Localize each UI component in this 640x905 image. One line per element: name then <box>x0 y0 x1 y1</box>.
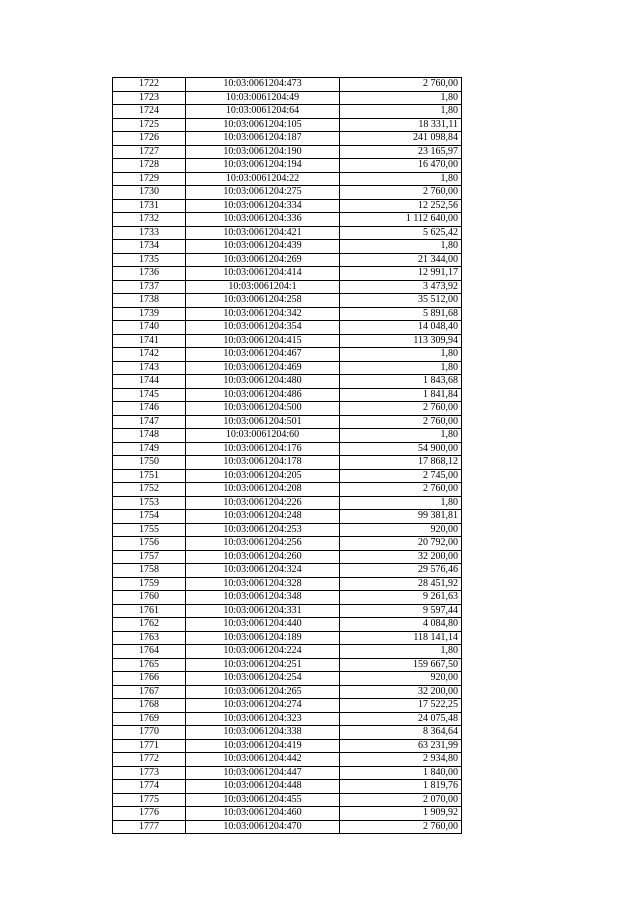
row-number-cell: 1764 <box>113 645 186 659</box>
amount-cell: 1,80 <box>340 348 462 362</box>
row-number-cell: 1738 <box>113 294 186 308</box>
cadastral-number-cell: 10:03:0061204:331 <box>186 604 340 618</box>
cadastral-value-table <box>112 77 462 834</box>
row-number-cell: 1744 <box>113 375 186 389</box>
amount-cell: 12 991,17 <box>340 267 462 281</box>
cadastral-number-cell: 10:03:0061204:178 <box>186 456 340 470</box>
row-number-cell: 1773 <box>113 766 186 780</box>
cadastral-number-cell: 10:03:0061204:336 <box>186 213 340 227</box>
cadastral-number-cell: 10:03:0061204:258 <box>186 294 340 308</box>
amount-cell: 18 331,11 <box>340 118 462 132</box>
amount-cell: 1,80 <box>340 496 462 510</box>
cadastral-number-cell: 10:03:0061204:208 <box>186 483 340 497</box>
row-number-cell: 1750 <box>113 456 186 470</box>
table-row <box>113 415 462 429</box>
row-number-cell: 1727 <box>113 145 186 159</box>
cadastral-number-cell: 10:03:0061204:22 <box>186 172 340 186</box>
table-row <box>113 820 462 834</box>
row-number-cell: 1761 <box>113 604 186 618</box>
table-row <box>113 375 462 389</box>
table-row <box>113 577 462 591</box>
amount-cell: 9 597,44 <box>340 604 462 618</box>
table-row <box>113 712 462 726</box>
amount-cell: 2 760,00 <box>340 483 462 497</box>
table-row <box>113 618 462 632</box>
row-number-cell: 1774 <box>113 780 186 794</box>
amount-cell: 2 760,00 <box>340 820 462 834</box>
row-number-cell: 1751 <box>113 469 186 483</box>
cadastral-number-cell: 10:03:0061204:469 <box>186 361 340 375</box>
amount-cell: 1,80 <box>340 105 462 119</box>
table-row <box>113 442 462 456</box>
row-number-cell: 1730 <box>113 186 186 200</box>
cadastral-number-cell: 10:03:0061204:455 <box>186 793 340 807</box>
row-number-cell: 1752 <box>113 483 186 497</box>
amount-cell: 1,80 <box>340 645 462 659</box>
table-row <box>113 456 462 470</box>
table-row <box>113 253 462 267</box>
table-row <box>113 591 462 605</box>
amount-cell: 2 745,00 <box>340 469 462 483</box>
table-row <box>113 388 462 402</box>
amount-cell: 1,80 <box>340 240 462 254</box>
cadastral-number-cell: 10:03:0061204:334 <box>186 199 340 213</box>
amount-cell: 23 165,97 <box>340 145 462 159</box>
table-row <box>113 780 462 794</box>
row-number-cell: 1755 <box>113 523 186 537</box>
row-number-cell: 1749 <box>113 442 186 456</box>
amount-cell: 1 112 640,00 <box>340 213 462 227</box>
amount-cell: 241 098,84 <box>340 132 462 146</box>
table-row <box>113 699 462 713</box>
table-row <box>113 429 462 443</box>
cadastral-number-cell: 10:03:0061204:486 <box>186 388 340 402</box>
table-row <box>113 685 462 699</box>
amount-cell: 35 512,00 <box>340 294 462 308</box>
cadastral-number-cell: 10:03:0061204:467 <box>186 348 340 362</box>
cadastral-number-cell: 10:03:0061204:439 <box>186 240 340 254</box>
row-number-cell: 1769 <box>113 712 186 726</box>
cadastral-number-cell: 10:03:0061204:323 <box>186 712 340 726</box>
table-row <box>113 496 462 510</box>
cadastral-number-cell: 10:03:0061204:328 <box>186 577 340 591</box>
table-row <box>113 739 462 753</box>
row-number-cell: 1748 <box>113 429 186 443</box>
table-row <box>113 213 462 227</box>
table-row <box>113 118 462 132</box>
amount-cell: 2 070,00 <box>340 793 462 807</box>
row-number-cell: 1728 <box>113 159 186 173</box>
table-row <box>113 550 462 564</box>
row-number-cell: 1777 <box>113 820 186 834</box>
table-row <box>113 766 462 780</box>
table-row <box>113 483 462 497</box>
row-number-cell: 1742 <box>113 348 186 362</box>
table-row <box>113 537 462 551</box>
cadastral-number-cell: 10:03:0061204:1 <box>186 280 340 294</box>
table-body <box>113 78 462 834</box>
row-number-cell: 1760 <box>113 591 186 605</box>
cadastral-number-cell: 10:03:0061204:269 <box>186 253 340 267</box>
row-number-cell: 1726 <box>113 132 186 146</box>
table-row <box>113 658 462 672</box>
table-row <box>113 334 462 348</box>
row-number-cell: 1745 <box>113 388 186 402</box>
amount-cell: 3 473,92 <box>340 280 462 294</box>
cadastral-number-cell: 10:03:0061204:274 <box>186 699 340 713</box>
row-number-cell: 1733 <box>113 226 186 240</box>
amount-cell: 63 231,99 <box>340 739 462 753</box>
row-number-cell: 1741 <box>113 334 186 348</box>
table-row <box>113 307 462 321</box>
table-row <box>113 672 462 686</box>
table-row <box>113 240 462 254</box>
table-row <box>113 645 462 659</box>
cadastral-number-cell: 10:03:0061204:256 <box>186 537 340 551</box>
cadastral-number-cell: 10:03:0061204:447 <box>186 766 340 780</box>
table-row <box>113 564 462 578</box>
cadastral-number-cell: 10:03:0061204:105 <box>186 118 340 132</box>
table-row <box>113 132 462 146</box>
amount-cell: 2 760,00 <box>340 186 462 200</box>
amount-cell: 21 344,00 <box>340 253 462 267</box>
table-row <box>113 753 462 767</box>
row-number-cell: 1734 <box>113 240 186 254</box>
cadastral-number-cell: 10:03:0061204:460 <box>186 807 340 821</box>
row-number-cell: 1776 <box>113 807 186 821</box>
amount-cell: 920,00 <box>340 672 462 686</box>
row-number-cell: 1724 <box>113 105 186 119</box>
amount-cell: 113 309,94 <box>340 334 462 348</box>
row-number-cell: 1767 <box>113 685 186 699</box>
row-number-cell: 1758 <box>113 564 186 578</box>
table-row <box>113 280 462 294</box>
row-number-cell: 1736 <box>113 267 186 281</box>
table-row <box>113 145 462 159</box>
amount-cell: 1,80 <box>340 172 462 186</box>
amount-cell: 2 760,00 <box>340 415 462 429</box>
amount-cell: 1 843,68 <box>340 375 462 389</box>
table-row <box>113 523 462 537</box>
table-row <box>113 78 462 92</box>
table-row <box>113 793 462 807</box>
amount-cell: 16 470,00 <box>340 159 462 173</box>
table-row <box>113 267 462 281</box>
cadastral-number-cell: 10:03:0061204:190 <box>186 145 340 159</box>
row-number-cell: 1756 <box>113 537 186 551</box>
amount-cell: 20 792,00 <box>340 537 462 551</box>
cadastral-number-cell: 10:03:0061204:60 <box>186 429 340 443</box>
table-row <box>113 726 462 740</box>
cadastral-number-cell: 10:03:0061204:338 <box>186 726 340 740</box>
amount-cell: 1 909,92 <box>340 807 462 821</box>
row-number-cell: 1746 <box>113 402 186 416</box>
amount-cell: 99 381,81 <box>340 510 462 524</box>
cadastral-number-cell: 10:03:0061204:260 <box>186 550 340 564</box>
row-number-cell: 1753 <box>113 496 186 510</box>
row-number-cell: 1763 <box>113 631 186 645</box>
amount-cell: 4 084,80 <box>340 618 462 632</box>
row-number-cell: 1737 <box>113 280 186 294</box>
amount-cell: 17 522,25 <box>340 699 462 713</box>
amount-cell: 24 075,48 <box>340 712 462 726</box>
row-number-cell: 1772 <box>113 753 186 767</box>
table-row <box>113 159 462 173</box>
cadastral-number-cell: 10:03:0061204:176 <box>186 442 340 456</box>
cadastral-number-cell: 10:03:0061204:480 <box>186 375 340 389</box>
cadastral-number-cell: 10:03:0061204:226 <box>186 496 340 510</box>
row-number-cell: 1722 <box>113 78 186 92</box>
amount-cell: 8 364,64 <box>340 726 462 740</box>
amount-cell: 17 868,12 <box>340 456 462 470</box>
amount-cell: 118 141,14 <box>340 631 462 645</box>
cadastral-number-cell: 10:03:0061204:448 <box>186 780 340 794</box>
amount-cell: 1,80 <box>340 429 462 443</box>
cadastral-number-cell: 10:03:0061204:224 <box>186 645 340 659</box>
row-number-cell: 1732 <box>113 213 186 227</box>
table-row <box>113 604 462 618</box>
row-number-cell: 1723 <box>113 91 186 105</box>
row-number-cell: 1768 <box>113 699 186 713</box>
amount-cell: 920,00 <box>340 523 462 537</box>
cadastral-number-cell: 10:03:0061204:187 <box>186 132 340 146</box>
amount-cell: 5 625,42 <box>340 226 462 240</box>
row-number-cell: 1729 <box>113 172 186 186</box>
row-number-cell: 1740 <box>113 321 186 335</box>
table-row <box>113 631 462 645</box>
table-row <box>113 186 462 200</box>
table-row <box>113 321 462 335</box>
cadastral-number-cell: 10:03:0061204:251 <box>186 658 340 672</box>
cadastral-number-cell: 10:03:0061204:473 <box>186 78 340 92</box>
cadastral-number-cell: 10:03:0061204:189 <box>186 631 340 645</box>
amount-cell: 9 261,63 <box>340 591 462 605</box>
cadastral-number-cell: 10:03:0061204:500 <box>186 402 340 416</box>
cadastral-number-cell: 10:03:0061204:419 <box>186 739 340 753</box>
cadastral-number-cell: 10:03:0061204:275 <box>186 186 340 200</box>
row-number-cell: 1731 <box>113 199 186 213</box>
cadastral-number-cell: 10:03:0061204:440 <box>186 618 340 632</box>
cadastral-number-cell: 10:03:0061204:414 <box>186 267 340 281</box>
amount-cell: 1,80 <box>340 361 462 375</box>
table-row <box>113 469 462 483</box>
table-row <box>113 510 462 524</box>
amount-cell: 1,80 <box>340 91 462 105</box>
row-number-cell: 1775 <box>113 793 186 807</box>
row-number-cell: 1735 <box>113 253 186 267</box>
amount-cell: 32 200,00 <box>340 550 462 564</box>
table-row <box>113 105 462 119</box>
amount-cell: 2 760,00 <box>340 78 462 92</box>
cadastral-number-cell: 10:03:0061204:254 <box>186 672 340 686</box>
amount-cell: 12 252,56 <box>340 199 462 213</box>
row-number-cell: 1762 <box>113 618 186 632</box>
cadastral-number-cell: 10:03:0061204:205 <box>186 469 340 483</box>
amount-cell: 1 819,76 <box>340 780 462 794</box>
amount-cell: 159 667,50 <box>340 658 462 672</box>
table-row <box>113 226 462 240</box>
row-number-cell: 1770 <box>113 726 186 740</box>
amount-cell: 1 841,84 <box>340 388 462 402</box>
table-row <box>113 91 462 105</box>
amount-cell: 2 934,80 <box>340 753 462 767</box>
cadastral-number-cell: 10:03:0061204:342 <box>186 307 340 321</box>
amount-cell: 54 900,00 <box>340 442 462 456</box>
cadastral-number-cell: 10:03:0061204:501 <box>186 415 340 429</box>
amount-cell: 29 576,46 <box>340 564 462 578</box>
table-row <box>113 348 462 362</box>
amount-cell: 14 048,40 <box>340 321 462 335</box>
cadastral-number-cell: 10:03:0061204:248 <box>186 510 340 524</box>
table-row <box>113 807 462 821</box>
cadastral-number-cell: 10:03:0061204:354 <box>186 321 340 335</box>
cadastral-number-cell: 10:03:0061204:253 <box>186 523 340 537</box>
cadastral-number-cell: 10:03:0061204:49 <box>186 91 340 105</box>
row-number-cell: 1754 <box>113 510 186 524</box>
amount-cell: 5 891,68 <box>340 307 462 321</box>
cadastral-number-cell: 10:03:0061204:348 <box>186 591 340 605</box>
row-number-cell: 1765 <box>113 658 186 672</box>
cadastral-number-cell: 10:03:0061204:324 <box>186 564 340 578</box>
amount-cell: 32 200,00 <box>340 685 462 699</box>
amount-cell: 1 840,00 <box>340 766 462 780</box>
row-number-cell: 1725 <box>113 118 186 132</box>
table-row <box>113 294 462 308</box>
row-number-cell: 1757 <box>113 550 186 564</box>
row-number-cell: 1759 <box>113 577 186 591</box>
row-number-cell: 1743 <box>113 361 186 375</box>
cadastral-number-cell: 10:03:0061204:442 <box>186 753 340 767</box>
table-row <box>113 361 462 375</box>
amount-cell: 28 451,92 <box>340 577 462 591</box>
row-number-cell: 1766 <box>113 672 186 686</box>
table-row <box>113 199 462 213</box>
cadastral-number-cell: 10:03:0061204:194 <box>186 159 340 173</box>
cadastral-number-cell: 10:03:0061204:415 <box>186 334 340 348</box>
table-row <box>113 172 462 186</box>
row-number-cell: 1771 <box>113 739 186 753</box>
cadastral-number-cell: 10:03:0061204:421 <box>186 226 340 240</box>
cadastral-number-cell: 10:03:0061204:470 <box>186 820 340 834</box>
amount-cell: 2 760,00 <box>340 402 462 416</box>
row-number-cell: 1747 <box>113 415 186 429</box>
cadastral-number-cell: 10:03:0061204:265 <box>186 685 340 699</box>
cadastral-number-cell: 10:03:0061204:64 <box>186 105 340 119</box>
row-number-cell: 1739 <box>113 307 186 321</box>
table-row <box>113 402 462 416</box>
